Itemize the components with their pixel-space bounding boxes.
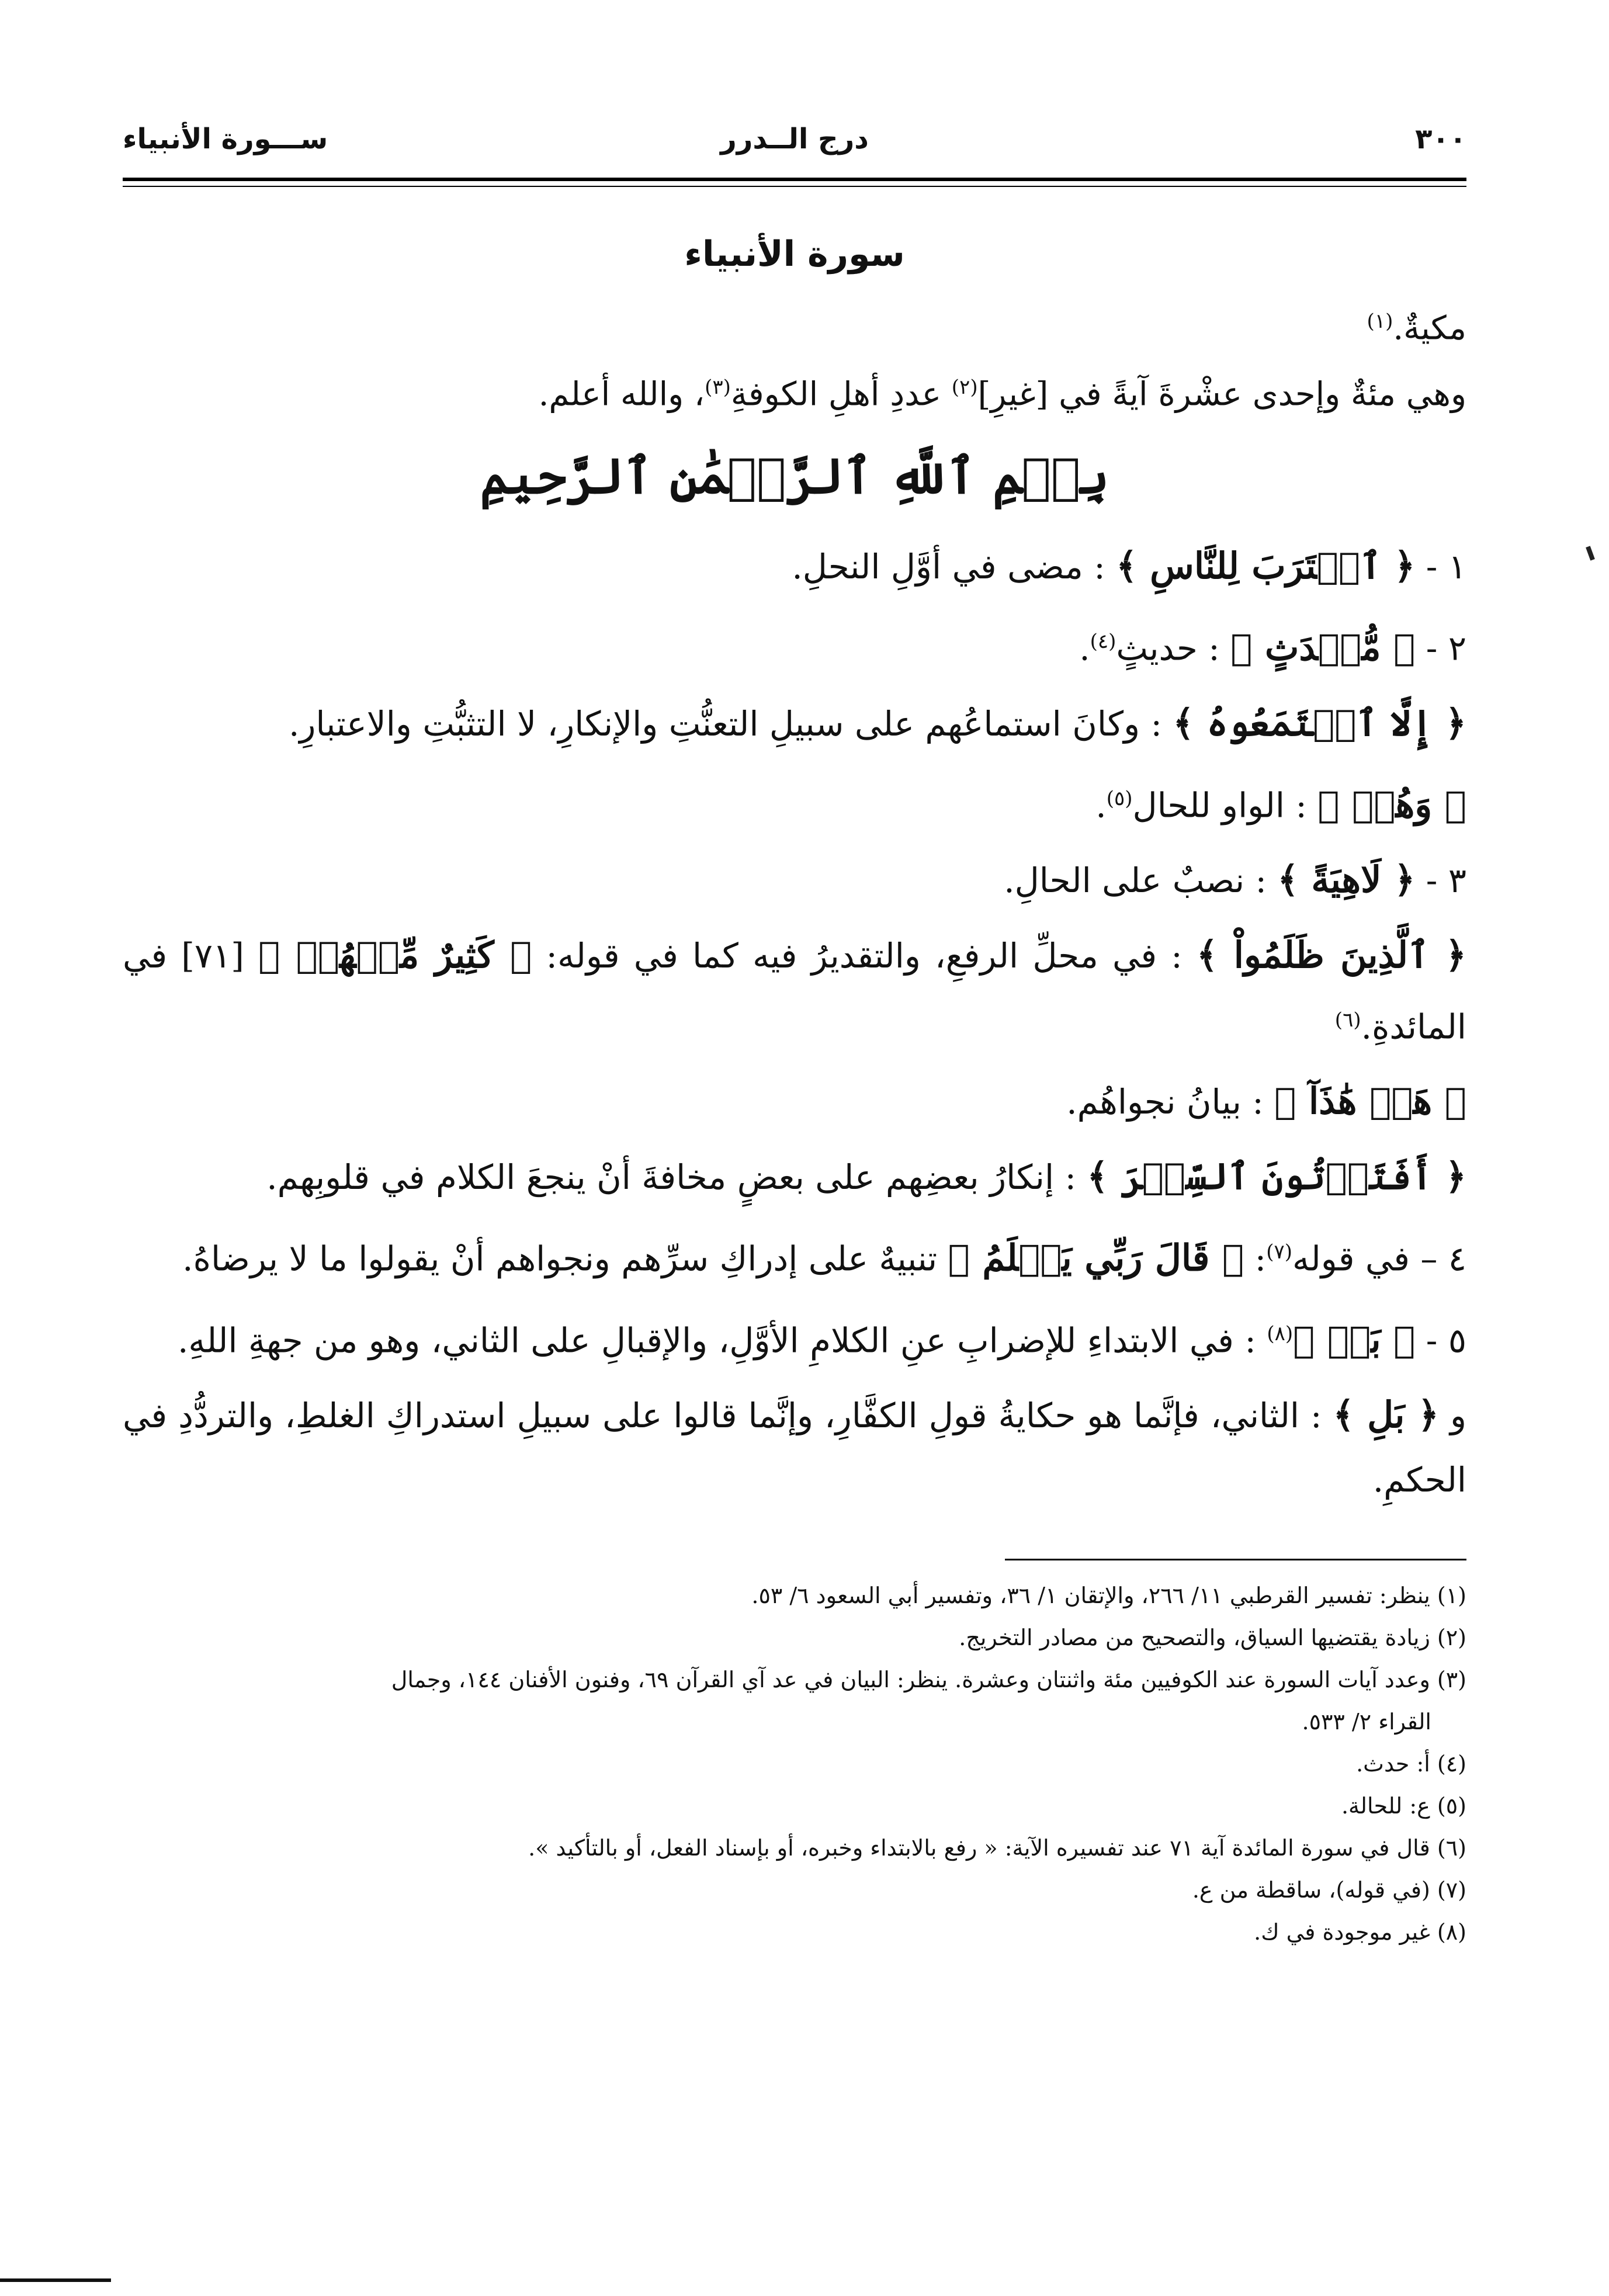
commentary-paragraph xyxy=(123,1069,1466,1134)
footnote-text: أ: حدث. xyxy=(1356,1750,1430,1777)
footnotes xyxy=(123,1574,1466,1953)
footnote-text: ع: للحالة. xyxy=(1341,1792,1430,1819)
quran-quote: ﴿ أَفَتَأۡتُونَ ٱلسِّحۡرَ ﴾ xyxy=(1087,1155,1466,1198)
footnote-number: (٢) xyxy=(1437,1624,1466,1650)
commentary-paragraph xyxy=(123,1383,1466,1512)
footnote-ref-1[interactable]: (١) xyxy=(1367,310,1393,333)
verse-number: ٤ – في قوله xyxy=(1292,1239,1466,1279)
commentary-paragraph xyxy=(123,534,1466,599)
scan-edge-bar xyxy=(0,2278,111,2282)
verse-number: ٢ - xyxy=(1415,628,1466,668)
footnote xyxy=(123,1659,1466,1743)
footnote-ref-5[interactable]: (٥) xyxy=(1106,786,1133,810)
footnote xyxy=(123,1827,1466,1869)
footnote-ref-2[interactable]: (٢) xyxy=(951,375,978,399)
footnote xyxy=(123,1743,1466,1785)
commentary-text: : الثاني، فإنَّما هو حكايةُ قولِ الكفَّارِ، وإنَّما قالوا على سبيلِ استدراكِ الغلطِ، والتردُّدِ في الحكمِ. xyxy=(123,1395,1466,1500)
commentary-text: : نصبٌ على الحالِ. xyxy=(1004,860,1278,900)
footnote-ref-8[interactable]: (٨) xyxy=(1267,1322,1294,1345)
intro-makkiyya xyxy=(123,292,1466,358)
commentary-text: : في محلِّ الرفعِ، والتقديرُ فيه كما في قوله: xyxy=(532,935,1197,976)
footnote-number: (٧) xyxy=(1437,1877,1466,1903)
commentary-text: : الواو للحال xyxy=(1132,785,1318,825)
commentary-paragraph xyxy=(123,767,1466,837)
commentary-text: : مضى في أوَّلِ النحلِ. xyxy=(792,547,1116,587)
commentary-suffix: . xyxy=(1095,785,1107,825)
footnote xyxy=(123,1869,1466,1911)
commentary-paragraph xyxy=(123,1220,1466,1291)
verse-count-text-b: عددِ أهلِ الكوفةِ xyxy=(730,375,952,414)
footnote-ref-4[interactable]: (٤) xyxy=(1090,630,1116,654)
footnote-number: (٣) xyxy=(1437,1666,1466,1692)
commentary-paragraph xyxy=(123,691,1466,756)
paragraph-prefix: و xyxy=(1438,1395,1467,1435)
footnote-text: ينظر: تفسير القرطبي ١١/ ٢٦٦، والإتقان ١/ ٣٦، وتفسير أبي السعود ٦/ ٥٣. xyxy=(751,1582,1430,1608)
footnote-text: زيادة يقتضيها السياق، والتصحيح من مصادر التخريج. xyxy=(959,1624,1430,1650)
page-number: ٣٠٠ xyxy=(1415,123,1466,155)
commentary-paragraph xyxy=(123,848,1466,913)
footnote-text: غير موجودة في ك. xyxy=(1254,1919,1430,1945)
verse-number: ١ - xyxy=(1415,547,1466,587)
footnote-number: (٨) xyxy=(1437,1919,1466,1945)
commentary-paragraph xyxy=(123,923,1466,1059)
scan-margin-mark xyxy=(1586,546,1595,560)
makkiyya-text: مكيةٌ. xyxy=(1393,309,1466,348)
footnote xyxy=(123,1911,1466,1953)
quran-quote: ﴿ وَهُمۡ ﴾ xyxy=(1317,782,1466,826)
footnote-number: (١) xyxy=(1437,1582,1466,1608)
verse-count-text-c: ، والله أعلم. xyxy=(538,375,705,414)
book-title: درج الــدرر xyxy=(720,123,869,155)
commentary-paragraph xyxy=(123,1144,1466,1209)
footnote xyxy=(123,1785,1466,1827)
verse-number: ٥ - xyxy=(1415,1320,1466,1360)
footnote-number: (٥) xyxy=(1437,1792,1466,1819)
surah-title: سورة الأنبياء xyxy=(684,234,905,275)
footnote-ref-7[interactable]: (٧) xyxy=(1266,1240,1292,1264)
commentary-text: : حديثٍ xyxy=(1116,628,1231,668)
basmala: بِسۡمِ ٱللَّهِ ٱلرَّحۡمَٰنِ ٱلرَّحِيمِ xyxy=(480,447,1109,505)
quran-quote: ﴿ هَلۡ هَٰذَآ ﴾ xyxy=(1274,1080,1466,1123)
commentary-text: : إنكارُ بعضِهم على بعضٍ مخافةَ أنْ ينجعَ الكلام في قلوبِهم. xyxy=(266,1157,1087,1198)
footnote-text: (في قوله)، ساقطة من ع. xyxy=(1192,1877,1430,1903)
quran-quote: ﴿ لَاهِيَةً ﴾ xyxy=(1277,858,1416,901)
commentary-paragraph xyxy=(123,609,1466,680)
commentary-text: : بيانُ نجواهُم. xyxy=(1066,1082,1275,1122)
quran-quote: ﴿ إِلَّا ٱسۡتَمَعُوهُ ﴾ xyxy=(1173,701,1466,744)
commentary-paragraph xyxy=(123,1302,1466,1372)
running-header xyxy=(123,111,1466,175)
commentary-text: : وكانَ استماعُهم على سبيلِ التعنُّتِ والإنكارِ، لا التثبُّتِ والاعتبارِ. xyxy=(288,703,1173,744)
quran-quote: ﴿ قَالَ رَبِّي يَعۡلَمُ ﴾ xyxy=(948,1236,1244,1279)
intro-verse-count xyxy=(123,358,1466,424)
quran-quote: ﴿ مُّحۡدَثٍ ﴾ xyxy=(1230,626,1416,669)
footnote-text: وعدد آيات السورة عند الكوفيين مئة واثنتان وعشرة. ينظر: البيان في عد آي القرآن ٦٩، وفنون الأفنان ١٤٤، وجمال xyxy=(391,1666,1430,1692)
footnote-text: قال في سورة المائدة آية ٧١ عند تفسيره الآية: « رفع بالابتداء وخبره، أو بإسناد الفعل، أو بالتأكيد ». xyxy=(528,1834,1430,1861)
footnote-ref-3[interactable]: (٣) xyxy=(705,375,731,399)
quran-quote: ﴿ بَلِ ﴾ xyxy=(1333,1393,1439,1436)
footnote-number: (٦) xyxy=(1437,1834,1466,1861)
commentary-text: : في الابتداءِ للإضرابِ عنِ الكلامِ الأوَّلِ، والإقبالِ على الثاني، وهو من جهةِ اللهِ. xyxy=(177,1320,1267,1360)
document-page xyxy=(123,111,1466,2273)
footnote-divider xyxy=(1005,1559,1466,1560)
footnote xyxy=(123,1574,1466,1617)
quran-quote: ﴿ بَلۡ ﴾ xyxy=(1293,1317,1416,1361)
footnote-ref-6[interactable]: (٦) xyxy=(1334,1008,1361,1032)
verse-number: ٣ - xyxy=(1415,860,1466,900)
quran-quote-secondary: ﴿ كَثِيرٌ مِّنۡهُمۡ ﴾ xyxy=(258,933,532,976)
commentary-suffix: . xyxy=(1079,628,1090,668)
footnote-number: (٤) xyxy=(1437,1750,1466,1777)
footnote xyxy=(123,1617,1466,1659)
quran-quote: ﴿ ٱلَّذِينَ ظَلَمُواْ ﴾ xyxy=(1197,933,1466,976)
colon: : xyxy=(1244,1239,1267,1279)
footnote-continuation: القراء ٢/ ٥٣٣. xyxy=(1302,1708,1431,1735)
header-rule xyxy=(123,178,1466,187)
quran-quote: ﴿ ٱقۡتَرَبَ لِلنَّاسِ ﴾ xyxy=(1116,544,1416,588)
commentary-body xyxy=(123,534,1466,1512)
commentary-text: تنبيهٌ على إدراكِ سرِّهم ونجواهم أنْ يقولوا ما لا يرضاهُ. xyxy=(182,1239,948,1279)
verse-count-text-a: وهي مئةٌ وإحدى عشْرةَ آيةً في [غيرِ] xyxy=(977,375,1466,414)
header-surah-name: ســـورة الأنبياء xyxy=(123,123,328,155)
commentary-text-secondary: [٧١] في المائدةِ. xyxy=(123,935,1466,1047)
